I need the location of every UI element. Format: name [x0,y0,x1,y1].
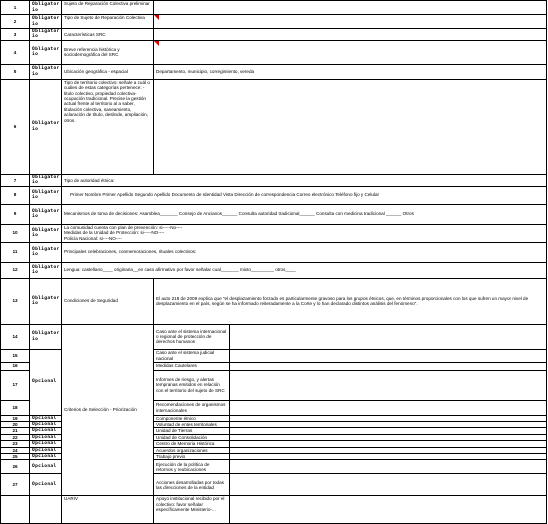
row-number: 13 [1,278,30,324]
requirement-tag: Opcional [30,422,62,428]
requirement-tag: Opcional [30,447,62,453]
field-label: Características SRC [62,29,154,41]
row-number: 15 [1,349,30,362]
row-number: 25 [1,454,30,460]
requirement-tag [30,496,62,524]
row-number: 1 [1,1,30,15]
field-label: Sujeto de Reparación Colectiva preliminar [62,1,154,15]
requirement-tag: Obligator io [30,278,62,324]
requirement-tag: Opcional [30,434,62,440]
row-number: 24 [1,447,30,453]
national-police-line: Policía Nacional: si----NO---- [64,235,122,241]
criterion-label: Unidad de Consolidación [154,434,230,440]
requirement-tag: Obligator io [30,324,62,349]
row-number: 23 [1,441,30,447]
requirement-tag: Opcional [30,415,62,421]
criterion-label: Unidad de Tierras [154,428,230,434]
prevention-plan-line: La comunidad cuenta con plan de prevención: si-----No---- [64,225,183,231]
criterion-value[interactable] [230,400,547,415]
requirement-tag: Obligator io [30,242,62,262]
requirement-tag: Opcional [30,428,62,434]
requirement-tag: Obligator io [30,15,62,29]
row-number: 3 [1,29,30,41]
row-number: 16 [1,362,30,370]
row-number: 6 [1,79,30,174]
criterion-value[interactable] [230,460,547,474]
criterion-label: Voluntad de entes territoriales [154,422,230,428]
table-row [1,29,547,41]
requirement-tag: Obligator io [30,1,62,15]
row-number: 12 [1,262,30,278]
field-label: UARIV [62,496,154,524]
field-value[interactable] [154,1,547,15]
requirement-tag: Obligator io [30,174,62,186]
criterion-value[interactable] [230,474,547,496]
table-row [1,186,547,204]
field-label: Condiciones de Seguridad [62,278,154,324]
requirement-tag: Obligator io [30,64,62,79]
requirement-tag: Obligator io [30,79,62,174]
table-row [1,262,547,278]
requirement-tag: Obligator io [30,40,62,64]
row-number: 5 [1,64,30,79]
row-number [1,496,30,524]
criterion-label: Informes de riesgo, y alertas tempranas emitidos en relación con el territorio del sujeto de SRC [154,370,230,400]
protection-unit-line: Medidas de la Unidad de Protección: si-----NO---- [64,230,165,236]
field-label: Tipo de Sujeto de Reparación Colectiva [62,15,154,29]
criterion-value[interactable] [230,370,547,400]
field-label: Ubicación geográfica - espacial [62,64,154,79]
table-row [1,64,547,79]
requirement-tag: Opcional [30,441,62,447]
requirement-tag: Obligator io [30,29,62,41]
requirement-tag: Obligator io [30,262,62,278]
criterion-label: Acciones desarrolladas por todas las direcciones de la entidad [154,474,230,496]
table-row [1,204,547,224]
row-number: 26 [1,460,30,474]
criterion-label: Apoyo institucional recibido por el colectivo: favor señalar específicamente Ministerio-... [154,496,230,524]
criterion-label: Centro de Memoria Histórica [154,441,230,447]
table-row [1,79,547,174]
comment-marker-icon [154,41,159,46]
field-value[interactable]: Primer Nombre Primer Apellido Segundo Apellido Documento de Identidad Vista Dirección de correspondencia Correo electrónico Teléfono fijo y Celular [62,186,547,204]
table-row [1,496,547,524]
criterion-label: Componente étnico [154,415,230,421]
table-row [1,242,547,262]
row-number: 14 [1,324,30,349]
row-number: 8 [1,186,30,204]
row-number: 20 [1,422,30,428]
table-row [1,15,547,29]
criterion-label: Caso ante el sistema judicial nacional [154,349,230,362]
row-number: 27 [1,474,30,496]
criterion-label: Recomendaciones de organismos internacionales [154,400,230,415]
table-row [1,174,547,186]
field-value[interactable]: El auto 218 de 2009 explica que "el desplazamiento forzado es particularmente gravoso para los grupos étnicos, que, en términos proporcionales con los que sufren un mayor nivel de desplazamiento en el país, según se ha informado reiteradamente a la Corte y lo han declarado distintos análisis del fenómeno". [154,278,547,324]
row-number: 10 [1,224,30,242]
requirement-tag: Obligator io [30,204,62,224]
requirement-tag: Opcional [30,460,62,474]
field-value[interactable] [154,29,547,41]
field-label: Tipo de autoridad étnica: [62,174,547,186]
row-number: 2 [1,15,30,29]
field-value[interactable] [154,15,547,29]
comment-marker-icon [154,15,159,20]
field-label: Tipo de territorio colectivo: señale a cuál o cuáles de estas categorías pertenece: -titulo colectivo, propiedad colectiva- ocupación tradicional. Precise la gestión actual frente al territorio al a saber, titulación colectiva, saneamiento, aclaración de título, deslinde, ampliación, otros. [62,79,154,174]
row-number: 11 [1,242,30,262]
row-number: 17 [1,370,30,400]
criterion-label: Caso ante el sistema internacional o regional de protección de derechos humanos [154,324,230,349]
criterion-label: Acuerdos organizaciones [154,447,230,453]
requirement-tag: Opcional [30,349,62,415]
criterion-value[interactable] [230,496,547,524]
criterion-label: Trabajo previo [154,454,230,460]
row-number: 7 [1,174,30,186]
table-row [1,278,547,324]
table-row [1,324,547,349]
criterion-value[interactable] [230,324,547,349]
criterion-label: Ejecución de la política de retornos y reubicaciones [154,460,230,474]
field-value[interactable]: Mecanismos de toma de decisiones: Asamblea_______ Consejo de Ancianos______ Consulta autoridad tradicional______ Consulta con medicina tradicional ______ Otros [62,204,547,224]
field-value[interactable] [154,40,547,64]
row-number: 21 [1,428,30,434]
criterion-label: Medidas Cautelares [154,362,230,370]
criterion-value[interactable] [230,362,547,370]
row-number: 4 [1,40,30,64]
table-row [1,40,547,64]
row-number: 22 [1,434,30,440]
field-value[interactable] [154,79,547,174]
table-row [1,224,547,242]
row-number: 18 [1,400,30,415]
field-label: Criterios de Selección - Priorización [62,324,154,496]
field-label: Breve referencia histórica y sociodemográfica del SRC [62,40,154,64]
requirement-tag: Opcional [30,474,62,496]
field-value[interactable]: Departamento, municipio, corregimiento, vereda [154,64,547,79]
requirement-tag: Obligator io [30,186,62,204]
row-number: 9 [1,204,30,224]
field-value[interactable]: Lengua: castellano____ originaria__en caso afirmativo por favor señalar cual_______ mixto_________ otros____ [62,262,547,278]
field-value[interactable] [62,224,547,242]
field-value[interactable]: Principales celebraciones, conmemoraciones, rituales colectivos: [62,242,547,262]
table-row [1,1,547,15]
criterion-value[interactable] [230,349,547,362]
requirement-tag: Obligator io [30,224,62,242]
requirement-tag: Opcional [30,454,62,460]
row-number: 19 [1,415,30,421]
